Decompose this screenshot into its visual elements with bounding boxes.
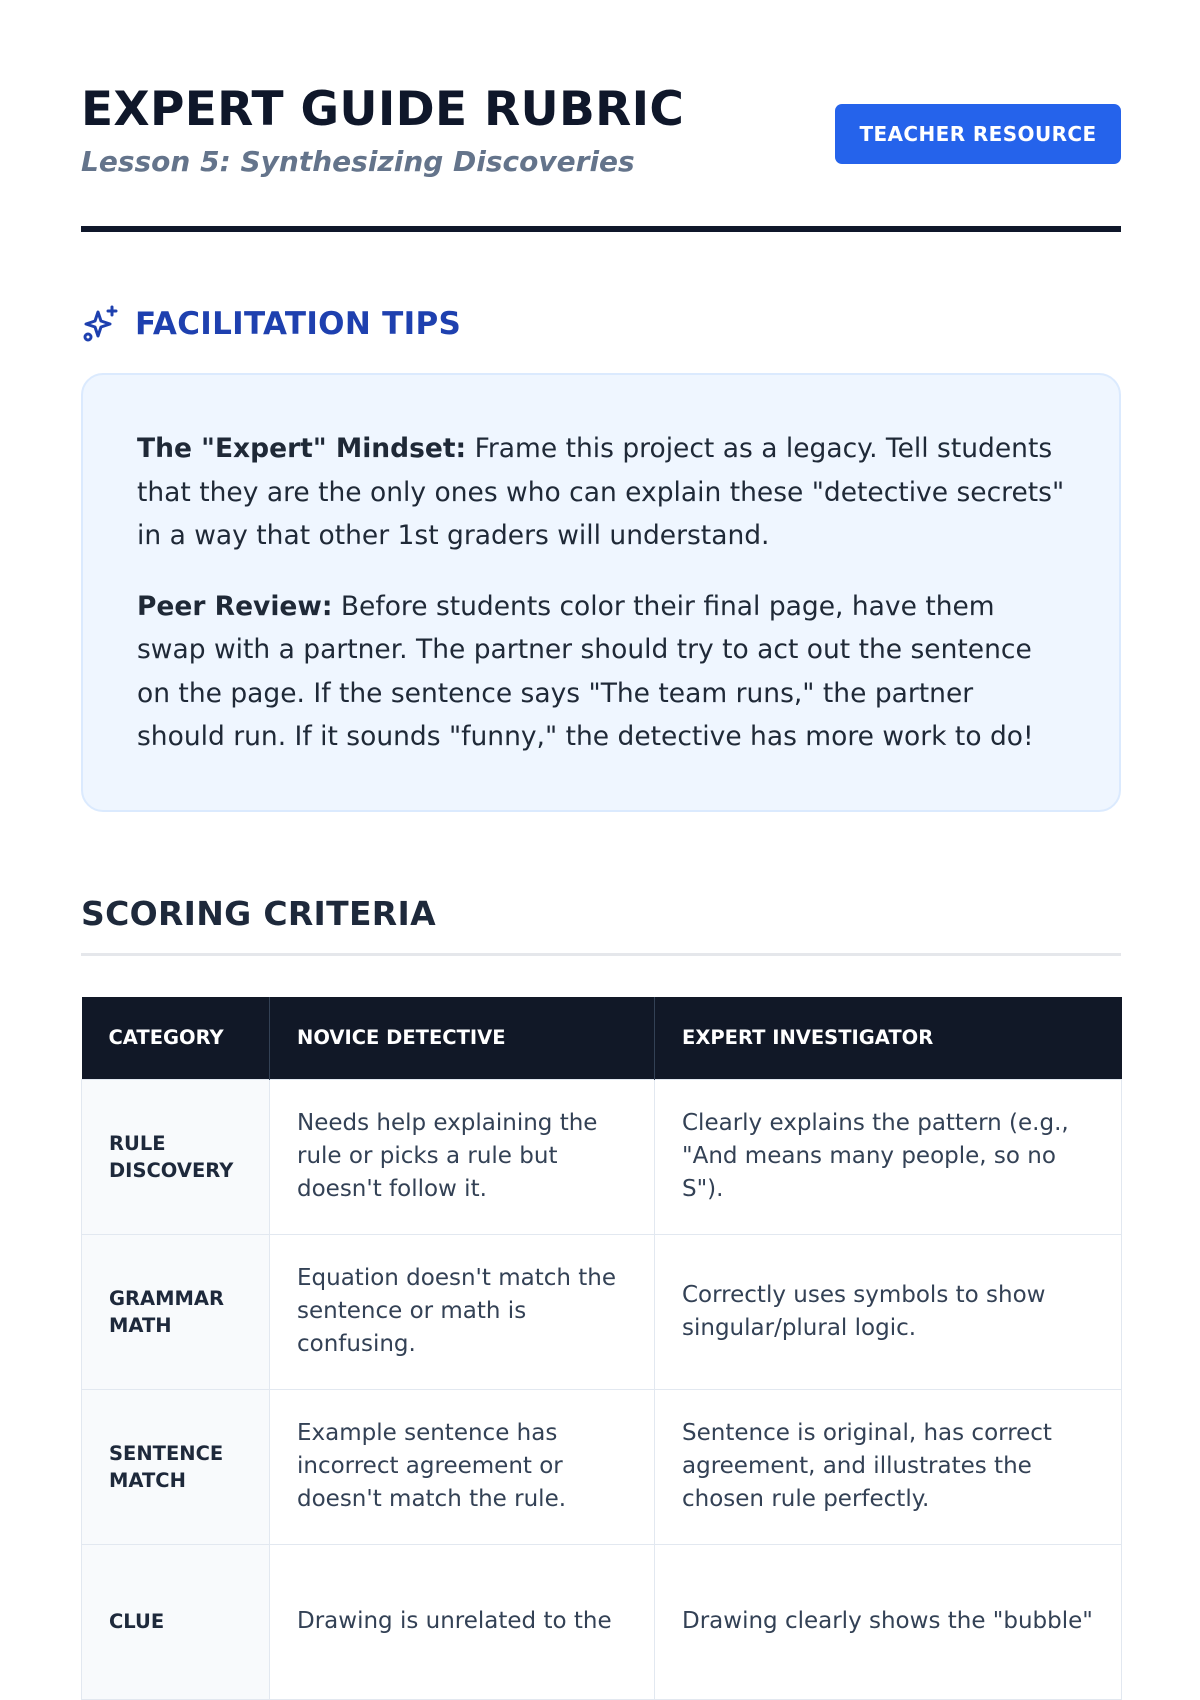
- column-header-novice: NOVICE DETECTIVE: [270, 997, 655, 1079]
- category-cell: SENTENCE MATCH: [82, 1389, 270, 1544]
- column-header-expert: EXPERT INVESTIGATOR: [655, 997, 1122, 1079]
- novice-cell: Needs help explaining the rule or picks a rule but doesn't follow it.: [270, 1079, 655, 1234]
- tip-text: Before students color their final page, have them swap with a partner. The partner should try to act out the sentence on the page. If the sentence says "The team runs," the partner should run. If it sounds "funny," the detective has more work to do!: [137, 590, 1034, 752]
- scoring-divider: [81, 953, 1121, 956]
- category-cell: RULE DISCOVERY: [82, 1079, 270, 1234]
- category-cell: CLUE: [82, 1544, 270, 1699]
- page-subtitle: Lesson 5: Synthesizing Discoveries: [81, 145, 635, 178]
- table-row: [82, 1544, 1122, 1699]
- column-header-category: CATEGORY: [82, 997, 270, 1079]
- novice-cell: Example sentence has incorrect agreement or doesn't match the rule.: [270, 1389, 655, 1544]
- facilitation-tips-heading: [81, 302, 461, 346]
- novice-cell: Equation doesn't match the sentence or math is confusing.: [270, 1234, 655, 1389]
- page-title: EXPERT GUIDE RUBRIC: [81, 82, 685, 137]
- category-cell: GRAMMAR MATH: [82, 1234, 270, 1389]
- header-divider: [81, 226, 1121, 232]
- scoring-criteria-heading: SCORING CRITERIA: [81, 894, 436, 933]
- scoring-table: [81, 997, 1122, 1700]
- page-header: [81, 82, 1121, 232]
- sparkles-icon: [81, 304, 121, 344]
- expert-cell: Sentence is original, has correct agreement, and illustrates the chosen rule perfectly.: [655, 1389, 1122, 1544]
- table-row: [82, 1079, 1122, 1234]
- tip-text: Frame this project as a legacy. Tell students that they are the only ones who can explain these "detective secrets" in a way that other 1st graders will understand.: [137, 433, 1065, 551]
- expert-cell: Correctly uses symbols to show singular/plural logic.: [655, 1234, 1122, 1389]
- tip-expert-mindset: [137, 427, 1065, 558]
- table-header-row: [82, 997, 1122, 1079]
- expert-cell: Drawing clearly shows the "bubble": [655, 1544, 1122, 1699]
- tip-peer-review: [137, 585, 1065, 759]
- tip-label: Peer Review:: [137, 590, 333, 622]
- tip-label: The "Expert" Mindset:: [137, 433, 467, 464]
- expert-cell: Clearly explains the pattern (e.g., "And means many people, so no S").: [655, 1079, 1122, 1234]
- facilitation-tips-title: FACILITATION TIPS: [135, 306, 462, 342]
- facilitation-tips-box: [81, 373, 1121, 812]
- novice-cell: Drawing is unrelated to the: [270, 1544, 655, 1699]
- table-row: [82, 1389, 1122, 1544]
- teacher-resource-badge[interactable]: TEACHER RESOURCE: [835, 104, 1121, 164]
- table-row: [82, 1234, 1122, 1389]
